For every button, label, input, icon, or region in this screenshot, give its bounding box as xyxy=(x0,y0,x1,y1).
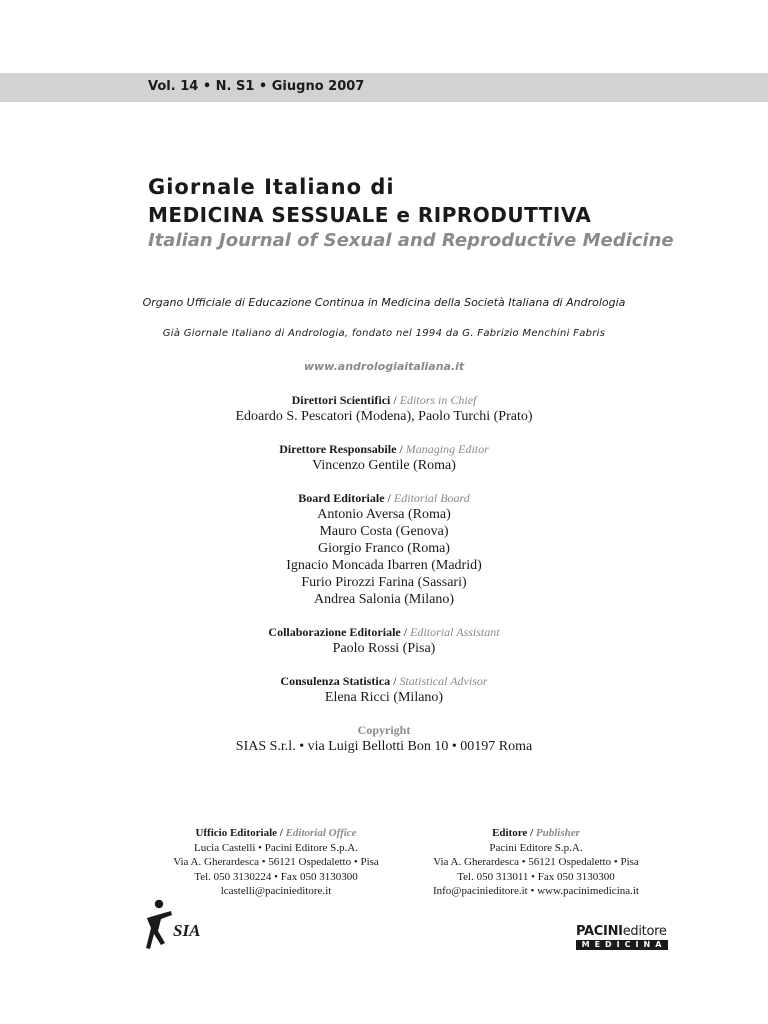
journal-title-line1: Giornale Italiano di xyxy=(148,175,395,199)
office-line: Tel. 050 3130224 • Fax 050 3130300 xyxy=(194,870,358,883)
office-line: Via A. Gherardesca • 56121 Ospedaletto • Pisa xyxy=(173,856,379,868)
person-name: Ignacio Moncada Ibarren (Madrid) xyxy=(286,558,482,573)
pacini-medicina-bar: MEDICINA xyxy=(576,940,668,950)
website-link[interactable]: www.andrologiaitaliana.it xyxy=(303,360,465,373)
publisher-heading: Editore / Publisher xyxy=(492,827,580,839)
board-section-managing-editor xyxy=(0,441,768,474)
role-label: Direttore Responsabile / Managing Editor xyxy=(279,442,489,456)
publisher-line: Tel. 050 313011 • Fax 050 3130300 xyxy=(457,870,615,883)
role-label: Board Editoriale / Editorial Board xyxy=(298,491,470,505)
person-name: Andrea Salonia (Milano) xyxy=(314,592,454,607)
person-name: Vincenzo Gentile (Roma) xyxy=(312,458,456,473)
person-name: Furio Pirozzi Farina (Sassari) xyxy=(301,575,467,590)
person-name: Mauro Costa (Genova) xyxy=(319,524,449,539)
office-heading: Ufficio Editoriale / Editorial Office xyxy=(195,827,357,839)
journal-title-english: Italian Journal of Sexual and Reproductive Medicine xyxy=(148,230,674,251)
editorial-board xyxy=(0,392,768,771)
office-line: Lucia Castelli • Pacini Editore S.p.A. xyxy=(194,841,358,854)
copyright-holder: SIAS S.r.l. • via Luigi Bellotti Bon 10 • 00197 Roma xyxy=(235,739,533,754)
publisher-block xyxy=(411,826,661,899)
sia-logo-text: SIA xyxy=(173,921,201,940)
board-section-editorial-board xyxy=(0,490,768,608)
copyright-section xyxy=(0,722,768,755)
sia-logo xyxy=(145,898,205,954)
publisher-line: Via A. Gherardesca • 56121 Ospedaletto • Pisa xyxy=(433,856,639,868)
role-label: Direttori Scientifici / Editors in Chief xyxy=(291,393,477,407)
person-name: Giorgio Franco (Roma) xyxy=(318,541,450,556)
board-section-statistical-advisor xyxy=(0,673,768,706)
official-organ-text: Organo Ufficiale di Educazione Continua in Medicina della Società Italiana di Andrologia xyxy=(142,296,626,309)
publisher-contact[interactable]: Info@pacinieditore.it • www.pacinimedicina.it xyxy=(432,885,639,897)
person-name: Paolo Rossi (Pisa) xyxy=(332,641,436,656)
pacini-logo xyxy=(576,924,668,952)
board-section-editors-in-chief xyxy=(0,392,768,425)
pacini-wordmark: PACINIeditore xyxy=(576,924,667,939)
issue-info: Vol. 14 • N. S1 • Giugno 2007 xyxy=(148,79,365,94)
journal-title-line2: MEDICINA SESSUALE e RIPRODUTTIVA xyxy=(148,203,592,227)
person-name: Elena Ricci (Milano) xyxy=(324,690,444,705)
issue-band xyxy=(0,73,768,102)
publisher-line: Pacini Editore S.p.A. xyxy=(489,841,583,854)
board-section-editorial-assistant xyxy=(0,624,768,657)
formerly-text: Già Giornale Italiano di Andrologia, fondato nel 1994 da G. Fabrizio Menchini Fabris xyxy=(162,328,606,339)
role-label: Consulenza Statistica / Statistical Advisor xyxy=(280,674,488,688)
office-email[interactable]: lcastelli@pacinieditore.it xyxy=(220,885,332,897)
copyright-label: Copyright xyxy=(357,723,411,737)
role-label: Collaborazione Editoriale / Editorial Assistant xyxy=(268,625,500,639)
person-name: Antonio Aversa (Roma) xyxy=(317,507,451,522)
editorial-office-block xyxy=(151,826,401,899)
running-figure-icon xyxy=(145,898,205,954)
person-name: Edoardo S. Pescatori (Modena), Paolo Turchi (Prato) xyxy=(235,409,533,424)
